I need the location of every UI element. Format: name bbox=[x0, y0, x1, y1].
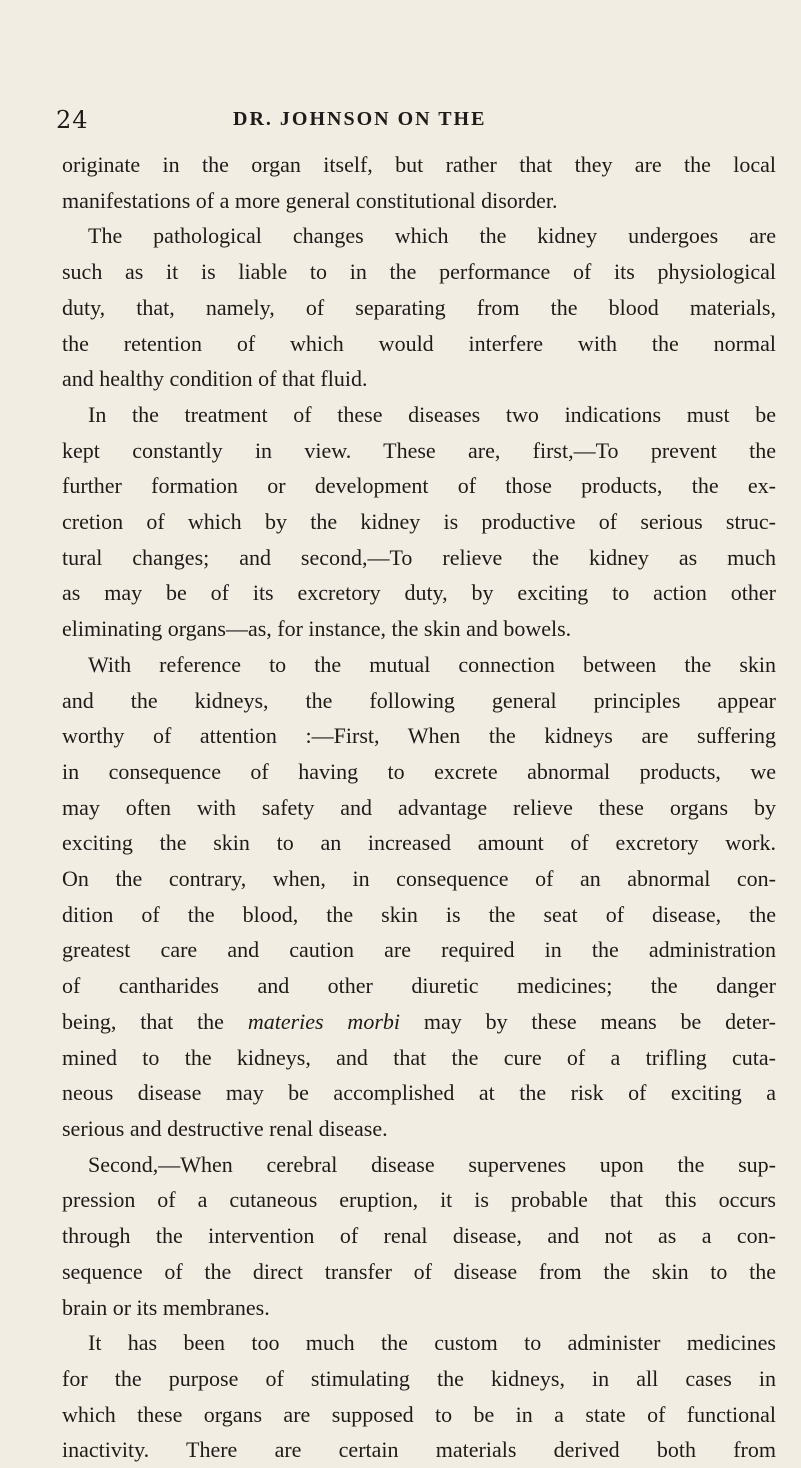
text-line: further formation or development of those products, the ex- bbox=[62, 473, 776, 499]
text-line: neous disease may be accomplished at the risk of exciting a bbox=[62, 1080, 776, 1106]
text-line: dition of the blood, the skin is the seat of disease, the bbox=[62, 901, 776, 927]
text-line: inactivity. There are certain materials derived both from bbox=[62, 1437, 776, 1463]
text-line: brain or its membranes. bbox=[62, 1294, 270, 1320]
text-line: and the kidneys, the following general principles appear bbox=[62, 687, 776, 713]
text-line: greatest care and caution are required in the administration bbox=[62, 937, 776, 963]
text-line: being, that the materies morbi may by these means be deter- bbox=[62, 1008, 777, 1034]
text-line: In the treatment of these diseases two indications must be bbox=[88, 401, 776, 427]
text-line: On the contrary, when, in consequence of an abnormal con- bbox=[62, 866, 776, 892]
text-line: It has been too much the custom to administer medicines bbox=[88, 1330, 776, 1356]
text-line: kept constantly in view. These are, first,—To prevent the bbox=[62, 437, 776, 463]
text-line: may often with safety and advantage relieve these organs by bbox=[62, 794, 776, 820]
running-head: DR. JOHNSON ON THE bbox=[233, 108, 487, 130]
text-line: mined to the kidneys, and that the cure of a trifling cuta- bbox=[62, 1044, 776, 1070]
text-line: cretion of which by the kidney is productive of serious struc- bbox=[62, 509, 776, 535]
text-line: pression of a cutaneous eruption, it is probable that this occurs bbox=[62, 1187, 776, 1213]
text-line: With reference to the mutual connection between the skin bbox=[88, 651, 776, 677]
text-line: sequence of the direct transfer of disease from the skin to the bbox=[62, 1258, 776, 1284]
text-line: serious and destructive renal disease. bbox=[62, 1115, 388, 1141]
text-line: Second,—When cerebral disease supervenes upon the sup- bbox=[88, 1151, 776, 1177]
body-text bbox=[62, 147, 776, 1468]
text-line: for the purpose of stimulating the kidneys, in all cases in bbox=[62, 1365, 776, 1391]
text-line: through the intervention of renal disease, and not as a con- bbox=[62, 1223, 776, 1249]
text-line: manifestations of a more general constitutional disorder. bbox=[62, 187, 558, 213]
latin-phrase: materies morbi bbox=[247, 1008, 400, 1034]
text-line: which these organs are supposed to be in a state of functional bbox=[62, 1401, 776, 1427]
text-line: tural changes; and second,—To relieve the kidney as much bbox=[62, 544, 776, 570]
text-line: duty, that, namely, of separating from the blood materials, bbox=[62, 294, 776, 320]
text-line: The pathological changes which the kidney undergoes are bbox=[88, 223, 776, 249]
text-line: in consequence of having to excrete abnormal products, we bbox=[62, 758, 776, 784]
page-header bbox=[56, 106, 736, 138]
text-line: originate in the organ itself, but rather that they are the local bbox=[62, 152, 776, 177]
text-line: eliminating organs—as, for instance, the skin and bowels. bbox=[62, 616, 572, 642]
text-line: such as it is liable to in the performance of its physiological bbox=[62, 259, 776, 285]
text-line: exciting the skin to an increased amount of excretory work. bbox=[62, 830, 776, 856]
page-number: 24 bbox=[56, 106, 89, 134]
text-line: worthy of attention :—First, When the kidneys are suffering bbox=[62, 723, 776, 749]
text-line: of cantharides and other diuretic medicines; the danger bbox=[62, 973, 776, 999]
text-line: and healthy condition of that fluid. bbox=[62, 366, 368, 392]
text-line: as may be of its excretory duty, by exciting to action other bbox=[62, 580, 776, 606]
text-line: the retention of which would interfere with the normal bbox=[62, 330, 776, 356]
